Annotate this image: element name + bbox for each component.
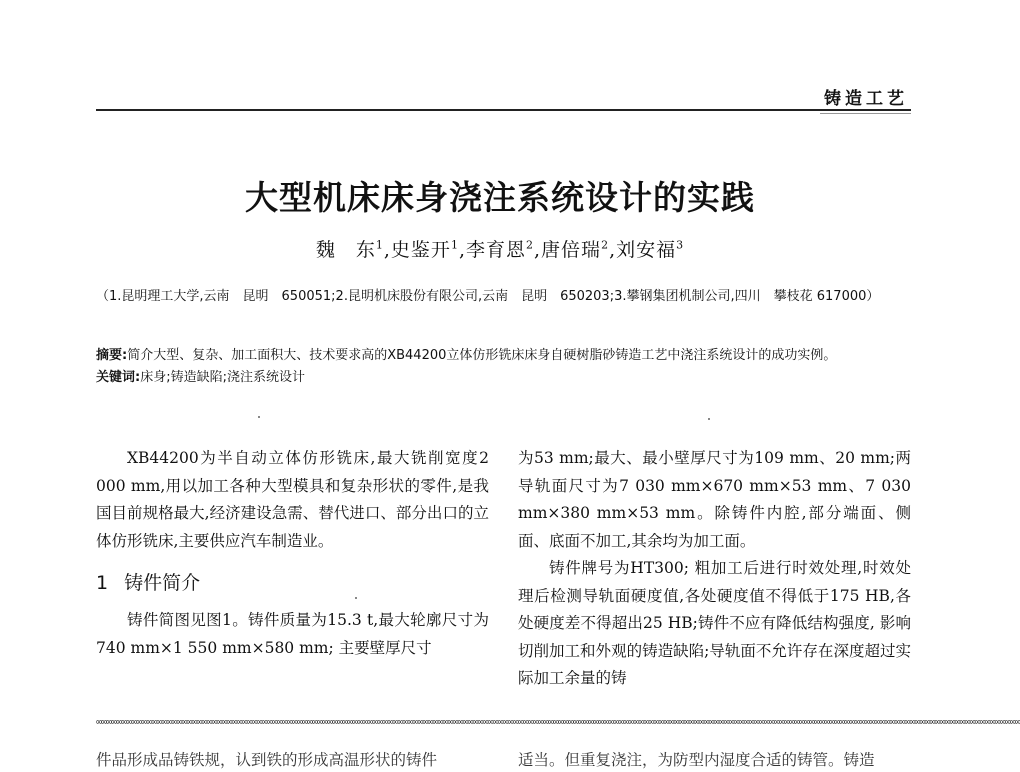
author-name: 魏 东 [315, 239, 376, 261]
author-name: 史鉴开 [390, 239, 451, 261]
author-list [0, 235, 1000, 262]
author [316, 239, 384, 261]
author-separator: , [458, 239, 466, 261]
body-column-left [96, 445, 489, 662]
author [391, 239, 459, 261]
author-separator: , [609, 239, 617, 261]
section-heading [96, 569, 489, 597]
author-affiliation-index: 2 [601, 238, 610, 252]
author-separator: , [383, 239, 391, 261]
decorative-border: ∞∞∞∞∞∞∞∞∞∞∞∞∞∞∞∞∞∞∞∞∞∞∞∞∞∞∞∞∞∞∞∞∞∞∞∞∞∞∞∞∞∞∞∞∞∞∞∞∞∞∞∞∞∞∞∞∞∞∞∞∞∞∞∞∞∞∞∞∞∞∞∞∞∞∞∞∞∞∞∞∞∞∞∞∞∞∞∞∞∞∞∞∞∞∞∞∞∞∞∞∞∞∞∞∞∞∞∞∞∞∞∞∞∞∞∞∞∞∞∞∞∞∞∞∞∞∞∞∞∞∞∞∞∞∞∞∞∞∞∞∞∞∞∞∞∞∞∞∞∞∞∞∞∞∞∞∞∞∞∞∞∞∞∞∞∞∞∞∞∞∞∞∞∞∞∞∞∞∞∞∞∞∞∞ [96, 717, 1020, 728]
author-affiliation-index: 2 [526, 238, 534, 252]
author-name: 刘安福 [616, 239, 677, 261]
abstract-text: 简介大型、复杂、加工面积大、技术要求高的XB44200立体仿形铣床床身自硬树脂砂铸造工艺中浇注系统设计的成功实例。 [127, 348, 837, 363]
author [616, 239, 684, 261]
scan-speck [258, 416, 260, 418]
cutoff-text-right: 适当。但重复浇注，为防型内湿度合适的铸管。铸造 [518, 751, 875, 769]
paper-title: 大型机床床身浇注系统设计的实践 [245, 178, 755, 217]
scan-speck [708, 418, 710, 420]
abstract [96, 345, 911, 367]
keywords [96, 367, 911, 389]
author-name: 唐倍瑞 [541, 239, 602, 261]
journal-section-tag: 铸造工艺 [824, 89, 908, 109]
author [541, 239, 609, 261]
cutoff-text-left: 件品形成品铸铁规，认到铁的形成高温形状的铸件 [96, 751, 438, 769]
section-number: 1 [96, 572, 109, 594]
author-separator: , [534, 239, 542, 261]
body-column-right [518, 445, 911, 693]
body-paragraph: 为53 mm;最大、最小壁厚尺寸为109 mm、20 mm;两导轨面尺寸为7 030 mm×670 mm×53 mm、7 030 mm×380 mm×53 mm。除铸件内腔,部分端面、侧面、底面不加工,其余均为加工面。 [518, 449, 911, 550]
body-paragraph: 铸件简图见图1。铸件质量为15.3 t,最大轮廓尺寸为740 mm×1 550 mm×580 mm; 主要壁厚尺寸 [96, 611, 489, 657]
keywords-text: 床身;铸造缺陷;浇注系统设计 [140, 370, 305, 385]
body-paragraph: XB44200为半自动立体仿形铣床,最大铣削宽度2 000 mm,用以加工各种大型模具和复杂形状的零件,是我国目前规格最大,经济建设急需、替代进口、部分出口的立体仿形铣床,主要供应汽车制造业。 [96, 449, 489, 550]
author-affiliation-index: 1 [375, 238, 384, 252]
author [466, 239, 534, 261]
body-paragraph: 铸件牌号为HT300; 粗加工后进行时效处理,时效处理后检测导轨面硬度值,各处硬度值不得低于175 HB,各处硬度差不得超出25 HB;铸件不应有降低结构强度, 影响切削加工和外观的铸造缺陷;导轨面不允许存在深度超过实际加工余量的铸 [518, 559, 911, 687]
abstract-block [96, 345, 911, 389]
header-rule [96, 109, 911, 111]
author-affiliation-index: 3 [676, 238, 685, 252]
author-name: 李育恩 [465, 239, 526, 261]
header-subrule [820, 113, 911, 114]
abstract-label: 摘要: [96, 348, 128, 363]
affiliation: （1.昆明理工大学,云南 昆明 650051;2.昆明机床股份有限公司,云南 昆明 650203;3.攀钢集团机制公司,四川 攀枝花 617000） [96, 289, 880, 304]
section-title: 铸件简介 [124, 572, 201, 594]
keywords-label: 关键词: [96, 370, 141, 385]
author-affiliation-index: 1 [450, 238, 459, 252]
